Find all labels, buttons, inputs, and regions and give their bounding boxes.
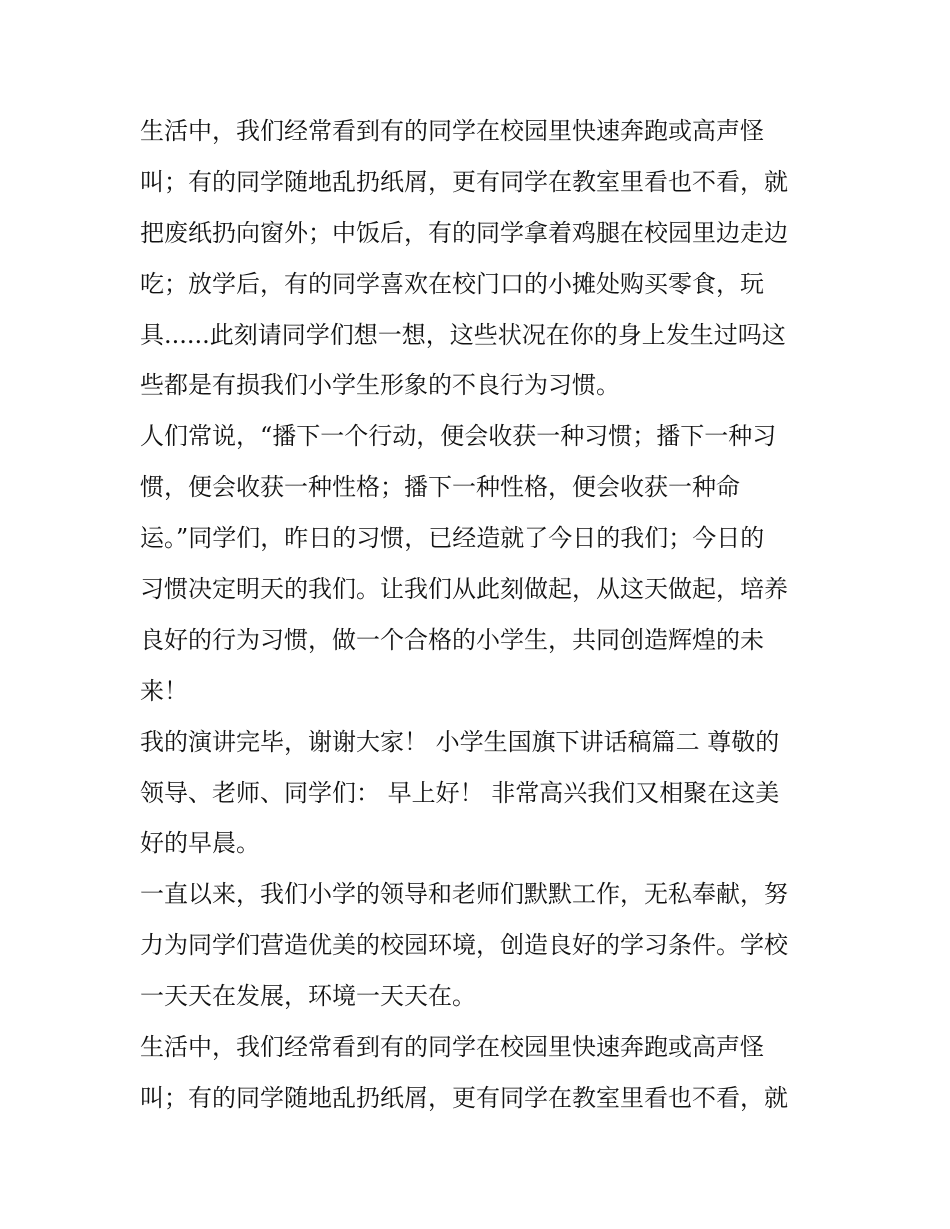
text-line: 力为同学们营造优美的校园环境，创造良好的学习条件。学校 — [140, 931, 788, 960]
text-line: 叫；有的同学随地乱扔纸屑，更有同学在教室里看也不看，就 — [140, 167, 788, 196]
text-line: 习惯决定明天的我们。让我们从此刻做起，从这天做起，培养 — [140, 575, 788, 604]
paragraph-quote — [140, 411, 820, 716]
text-line: 吃；放学后，有的同学喜欢在校门口的小摊处购买零食，玩 — [140, 269, 764, 298]
text-line: 生活中，我们经常看到有的同学在校园里快速奔跑或高声怪 — [140, 1033, 764, 1062]
text-line: 良好的行为习惯，做一个合格的小学生，共同创造辉煌的未 — [140, 625, 764, 654]
text-line: 一直以来，我们小学的领导和老师们默默工作，无私奉献，努 — [140, 880, 788, 909]
text-line: 人们常说，“播下一个行动，便会收获一种习惯；播下一种习 — [140, 422, 777, 451]
paragraph-speech-two-opening — [140, 717, 820, 870]
paragraph-teachers — [140, 869, 820, 1022]
text-line: 一天天在发展，环境一天天在。 — [140, 982, 476, 1011]
text-line: 些都是有损我们小学生形象的不良行为习惯。 — [140, 371, 620, 400]
text-line: 惯，便会收获一种性格；播下一种性格，便会收获一种命 — [140, 473, 740, 502]
paragraph-bad-habits-repeat — [140, 1022, 820, 1124]
document-body — [140, 106, 820, 1124]
text-line: 来！ — [140, 676, 188, 705]
text-line: 运。”同学们，昨日的习惯，已经造就了今日的我们；今日的 — [140, 524, 765, 553]
text-line: 生活中，我们经常看到有的同学在校园里快速奔跑或高声怪 — [140, 117, 764, 145]
text-line: 我的演讲完毕，谢谢大家！ 小学生国旗下讲话稿篇二 尊敬的 — [140, 727, 780, 756]
text-line: 好的早晨。 — [140, 829, 260, 858]
text-line: 叫；有的同学随地乱扔纸屑，更有同学在教室里看也不看，就 — [140, 1083, 788, 1112]
text-line: 把废纸扔向窗外；中饭后，有的同学拿着鸡腿在校园里边走边 — [140, 218, 788, 247]
paragraph-bad-habits — [140, 106, 820, 411]
text-line: 领导、老师、同学们： 早上好！ 非常高兴我们又相聚在这美 — [140, 778, 780, 807]
text-line: 具......此刻请同学们想一想，这些状况在你的身上发生过吗这 — [140, 320, 786, 349]
